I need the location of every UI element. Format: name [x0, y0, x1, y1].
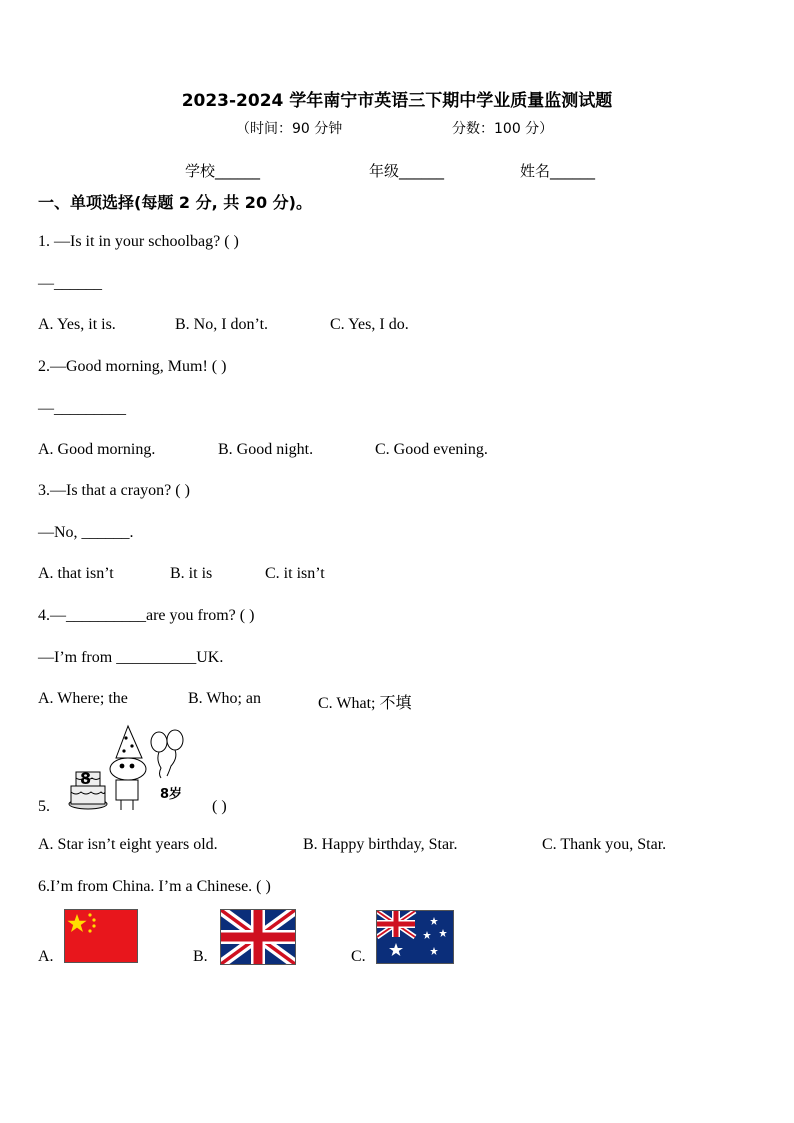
q2-option-a[interactable]: A. Good morning.	[38, 441, 156, 458]
q1-option-a[interactable]: A. Yes, it is.	[38, 316, 116, 333]
balloon-icon	[151, 730, 183, 778]
page-title: 2023-2024 学年南宁市英语三下期中学业质量监测试题	[181, 91, 613, 111]
q1-option-b[interactable]: B. No, I don’t.	[175, 316, 269, 333]
section-heading: 一、单项选择(每题 2 分, 共 20 分)。	[38, 193, 312, 212]
q4-option-b[interactable]: B. Who; an	[188, 690, 262, 707]
grade-field: 年级______	[369, 162, 445, 180]
birthday-picture	[66, 724, 190, 814]
q6-option-b[interactable]: B.	[193, 948, 208, 965]
q1-option-c[interactable]: C. Yes, I do.	[330, 316, 409, 333]
question-2: 2.—Good morning, Mum! ( )	[38, 358, 227, 375]
question-6: 6.I’m from China. I’m a Chinese. ( )	[38, 878, 271, 895]
q4-option-a[interactable]: A. Where; the	[38, 690, 128, 707]
q2-option-c[interactable]: C. Good evening.	[375, 441, 488, 458]
q3-option-b[interactable]: B. it is	[170, 565, 213, 582]
question-4: 4.—__________are you from? ( )	[38, 607, 255, 624]
question-1: 1. —Is it in your schoolbag? ( )	[38, 233, 239, 250]
q4-option-c[interactable]: C. What; 不填	[318, 695, 412, 712]
q3-option-a[interactable]: A. that isn’t	[38, 565, 114, 582]
china-flag-icon[interactable]	[64, 909, 138, 963]
question-2-answer-line: —_________	[38, 400, 126, 417]
q5-option-a[interactable]: A. Star isn’t eight years old.	[38, 836, 218, 853]
q5-option-c[interactable]: C. Thank you, Star.	[542, 836, 667, 853]
name-field: 姓名______	[520, 162, 596, 180]
question-5: 5.	[38, 798, 50, 815]
question-1-answer-line: —______	[38, 275, 102, 292]
q5-option-b[interactable]: B. Happy birthday, Star.	[303, 836, 458, 853]
q2-option-b[interactable]: B. Good night.	[218, 441, 314, 458]
question-5-paren: ( )	[212, 798, 227, 815]
q6-option-a[interactable]: A.	[38, 948, 54, 965]
exam-time: （时间：90 分钟	[236, 121, 343, 137]
question-3-answer-line: —No, ______.	[38, 524, 134, 541]
uk-flag-icon[interactable]	[220, 909, 296, 965]
question-4-answer-line: —I’m from __________UK.	[38, 649, 224, 666]
svg-text:8: 8	[80, 769, 92, 788]
q6-option-c[interactable]: C.	[351, 948, 366, 965]
australia-flag-icon[interactable]	[376, 910, 454, 964]
exam-score: 分数：100 分）	[452, 121, 554, 137]
character-icon	[110, 726, 146, 810]
school-field: 学校______	[185, 162, 261, 180]
age-label: 8岁	[160, 787, 183, 802]
q3-option-c[interactable]: C. it isn’t	[265, 565, 325, 582]
cake-icon	[69, 769, 107, 809]
question-3: 3.—Is that a crayon? ( )	[38, 482, 190, 499]
